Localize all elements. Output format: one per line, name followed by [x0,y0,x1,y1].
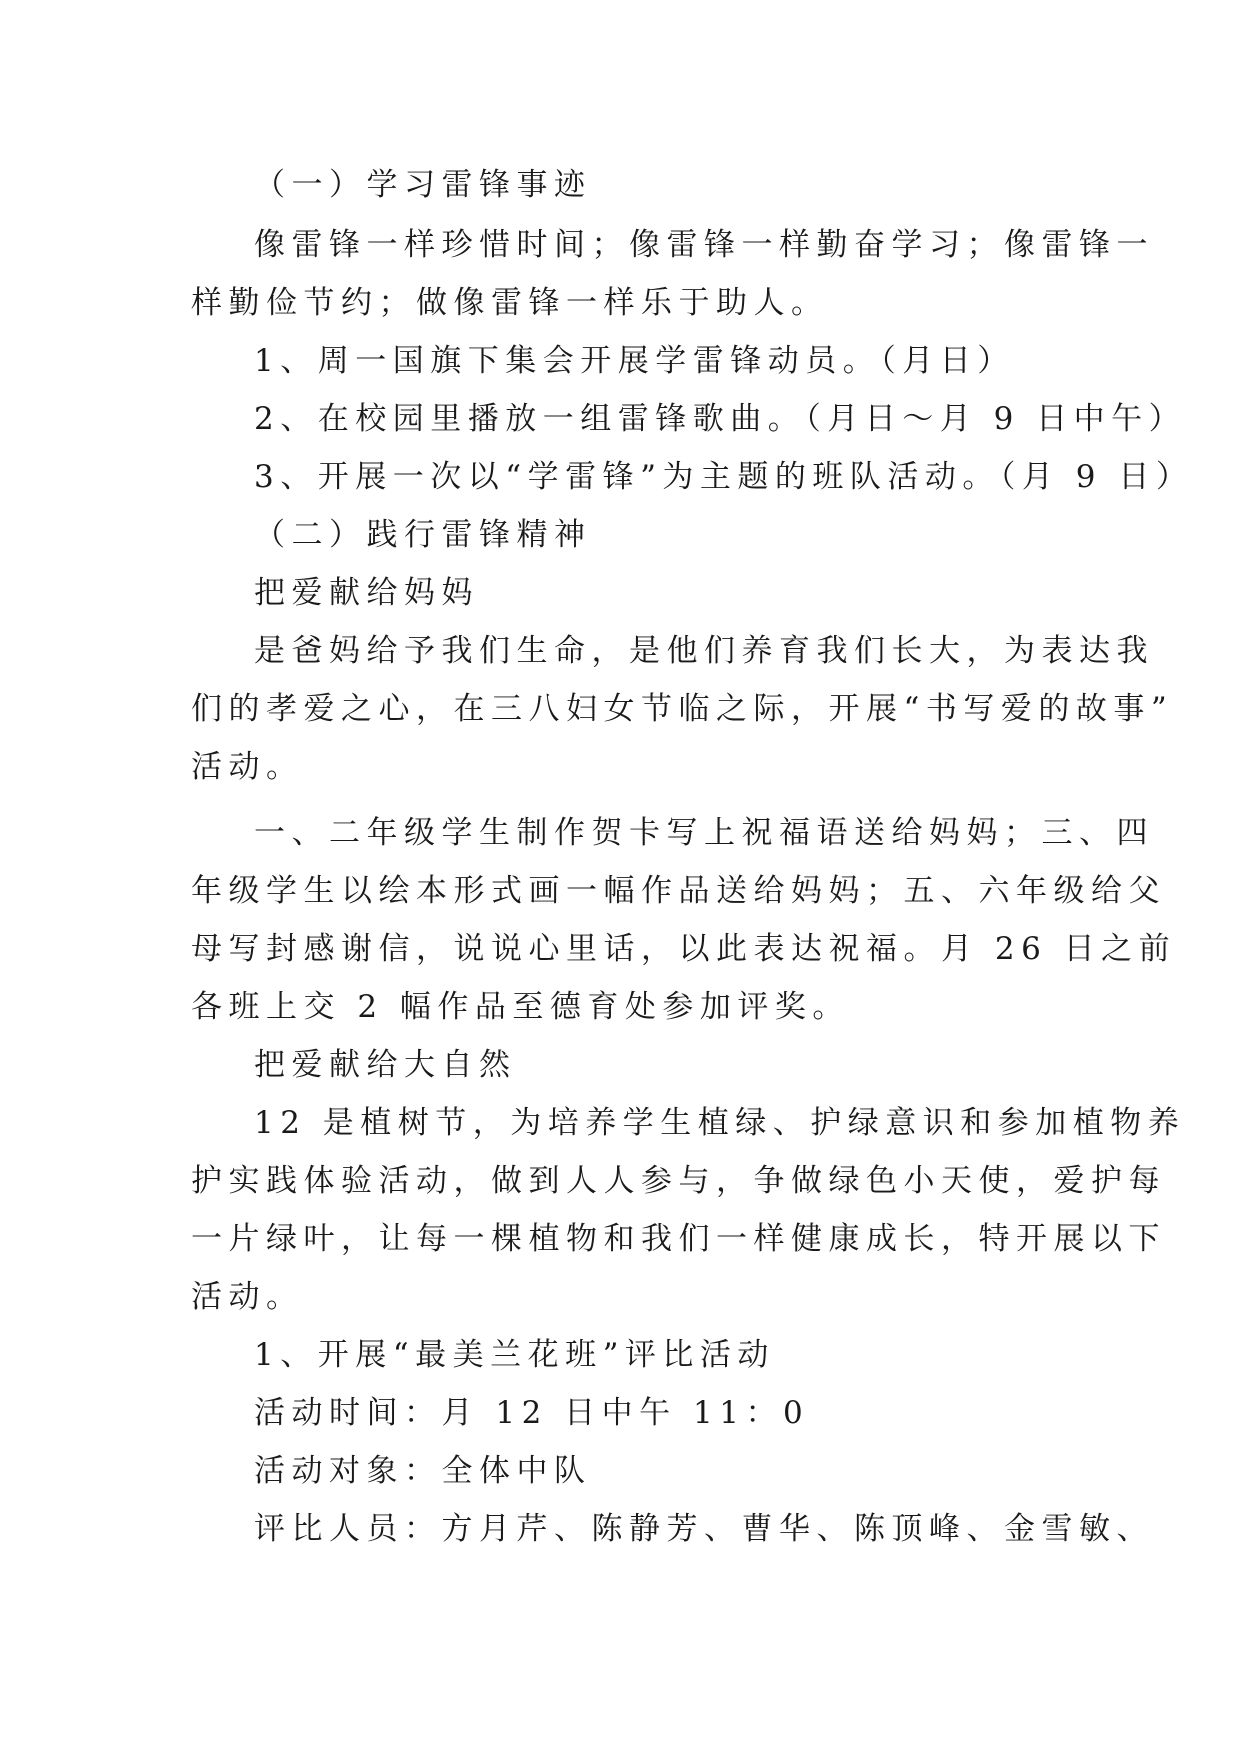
paragraph-line: 们的孝爱之心，在三八妇女节临之际，开展“书写爱的故事” [191,691,1174,727]
paragraph-line: 护实践体验活动，做到人人参与，争做绿色小天使，爱护每 [191,1163,1166,1199]
paragraph-line: 一片绿叶，让每一棵植物和我们一样健康成长，特开展以下 [191,1221,1166,1257]
subheading: 把爱献给妈妈 [254,575,479,611]
list-item: 2、在校园里播放一组雷锋歌曲。（月日～月 9 日中午） [254,401,1187,437]
field-line: 评比人员：方月芹、陈静芳、曹华、陈顶峰、金雪敏、 [254,1511,1154,1547]
list-item: 3、开展一次以“学雷锋”为主题的班队活动。（月 9 日） [254,459,1194,495]
field-line: 活动时间：月 12 日中午 11：0 [254,1395,810,1431]
paragraph-line: 一、二年级学生制作贺卡写上祝福语送给妈妈；三、四 [254,815,1154,851]
subheading: 把爱献给大自然 [254,1047,517,1083]
paragraph-line: 像雷锋一样珍惜时间；像雷锋一样勤奋学习；像雷锋一 [254,227,1154,263]
paragraph-line: 12 是植树节，为培养学生植绿、护绿意识和参加植物养 [254,1105,1186,1141]
paragraph-line: 活动。 [191,749,304,785]
section-heading-2: （二）践行雷锋精神 [254,517,592,553]
paragraph-line: 是爸妈给予我们生命，是他们养育我们长大，为表达我 [254,633,1154,669]
paragraph-line: 母写封感谢信，说说心里话，以此表达祝福。月 26 日之前 [191,931,1177,967]
list-item: 1、开展“最美兰花班”评比活动 [254,1337,775,1373]
section-heading-1: （一）学习雷锋事迹 [254,167,592,203]
paragraph-line: 样勤俭节约；做像雷锋一样乐于助人。 [191,285,829,321]
paragraph-line: 各班上交 2 幅作品至德育处参加评奖。 [191,989,850,1025]
field-line: 活动对象：全体中队 [254,1453,592,1489]
list-item: 1、周一国旗下集会开展学雷锋动员。（月日） [254,343,1015,379]
paragraph-line: 年级学生以绘本形式画一幅作品送给妈妈；五、六年级给父 [191,873,1166,909]
paragraph-line: 活动。 [191,1279,304,1315]
